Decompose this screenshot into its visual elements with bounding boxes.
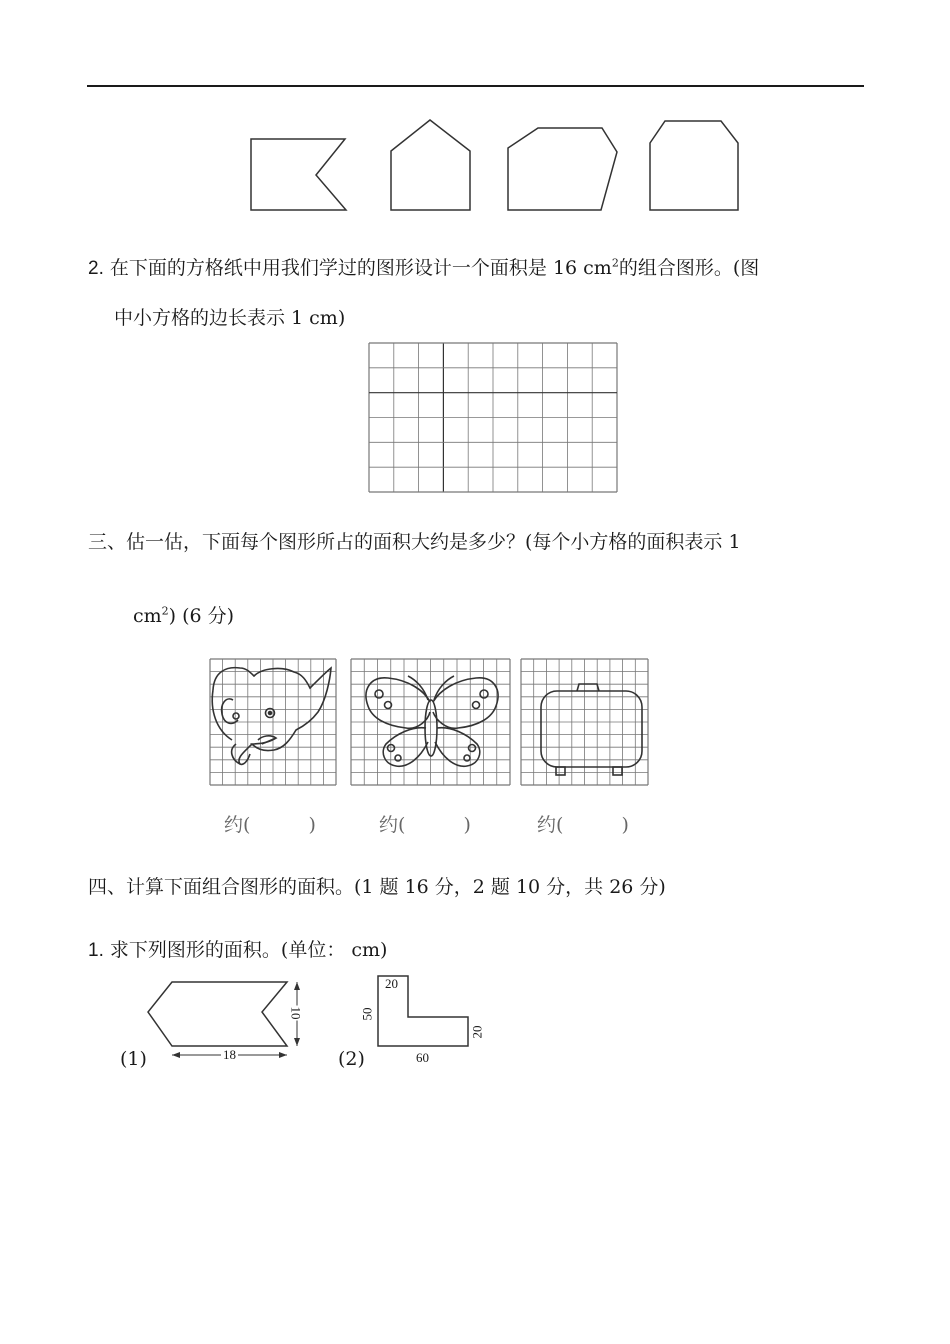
section3-sup: 2 (161, 604, 169, 618)
answer-1 (224, 810, 316, 837)
q2-line1 (88, 256, 759, 281)
q2-text-b: 的组合图形。(图 (618, 257, 760, 279)
answer-2 (379, 810, 471, 837)
cut-corner-hexagon (650, 121, 738, 210)
q1-text: 求下列图形的面积。(单位： cm) (109, 939, 388, 961)
section3-heading: 三、估一估，下面每个图形所占的面积大约是多少？(每个小方格的面积表示 1 (88, 531, 741, 553)
q2-sup: 2 (611, 256, 619, 270)
q1-number: 1 (88, 940, 99, 961)
q1-sep: . (98, 940, 104, 961)
q2-text-a: 在下面的方格纸中用我们学过的图形设计一个面积是 16 cm (109, 257, 612, 279)
butterfly-grid (351, 659, 510, 785)
house-pentagon (391, 120, 470, 210)
q2-number: 2 (88, 258, 99, 279)
answer-2-close: ) (463, 814, 471, 836)
answer-3-open: ( (556, 814, 564, 836)
answer-3-close: ) (621, 814, 629, 836)
suitcase-grid (521, 659, 648, 785)
elephant-grid (210, 659, 336, 785)
fig1-label: (1) (120, 1048, 147, 1070)
answer-2-label: 约 (379, 814, 399, 836)
fig1-width: 18 (223, 1047, 236, 1062)
answer-1-close: ) (308, 814, 316, 836)
fig2-label: (2) (338, 1048, 365, 1070)
answer-1-open: ( (243, 814, 251, 836)
q2-line2: 中小方格的边长表示 1 cm) (114, 307, 346, 329)
polygon-shapes (0, 0, 950, 230)
fig2-bottom: 60 (416, 1050, 429, 1065)
section4-heading: 四、计算下面组合图形的面积。(1 题 16 分，2 题 10 分，共 26 分) (88, 876, 666, 898)
section3-heading-cont (133, 604, 234, 628)
answer-2-open: ( (398, 814, 406, 836)
fig2-right: 20 (469, 1025, 485, 1039)
fig1-height: 10 (288, 1006, 304, 1020)
design-grid[interactable] (369, 343, 617, 492)
q2-sep: . (98, 258, 104, 279)
fig2-top: 20 (385, 976, 398, 991)
answer-3 (537, 810, 629, 837)
figure-1-shape (148, 982, 287, 1046)
section3-score: ) (6 分) (168, 605, 235, 627)
notched-rectangle (251, 139, 346, 210)
irregular-pentagon (508, 128, 617, 210)
answer-3-label: 约 (537, 814, 557, 836)
answer-1-label: 约 (224, 814, 244, 836)
section3-unit: cm (133, 605, 162, 627)
fig2-height: 50 (359, 1007, 375, 1021)
